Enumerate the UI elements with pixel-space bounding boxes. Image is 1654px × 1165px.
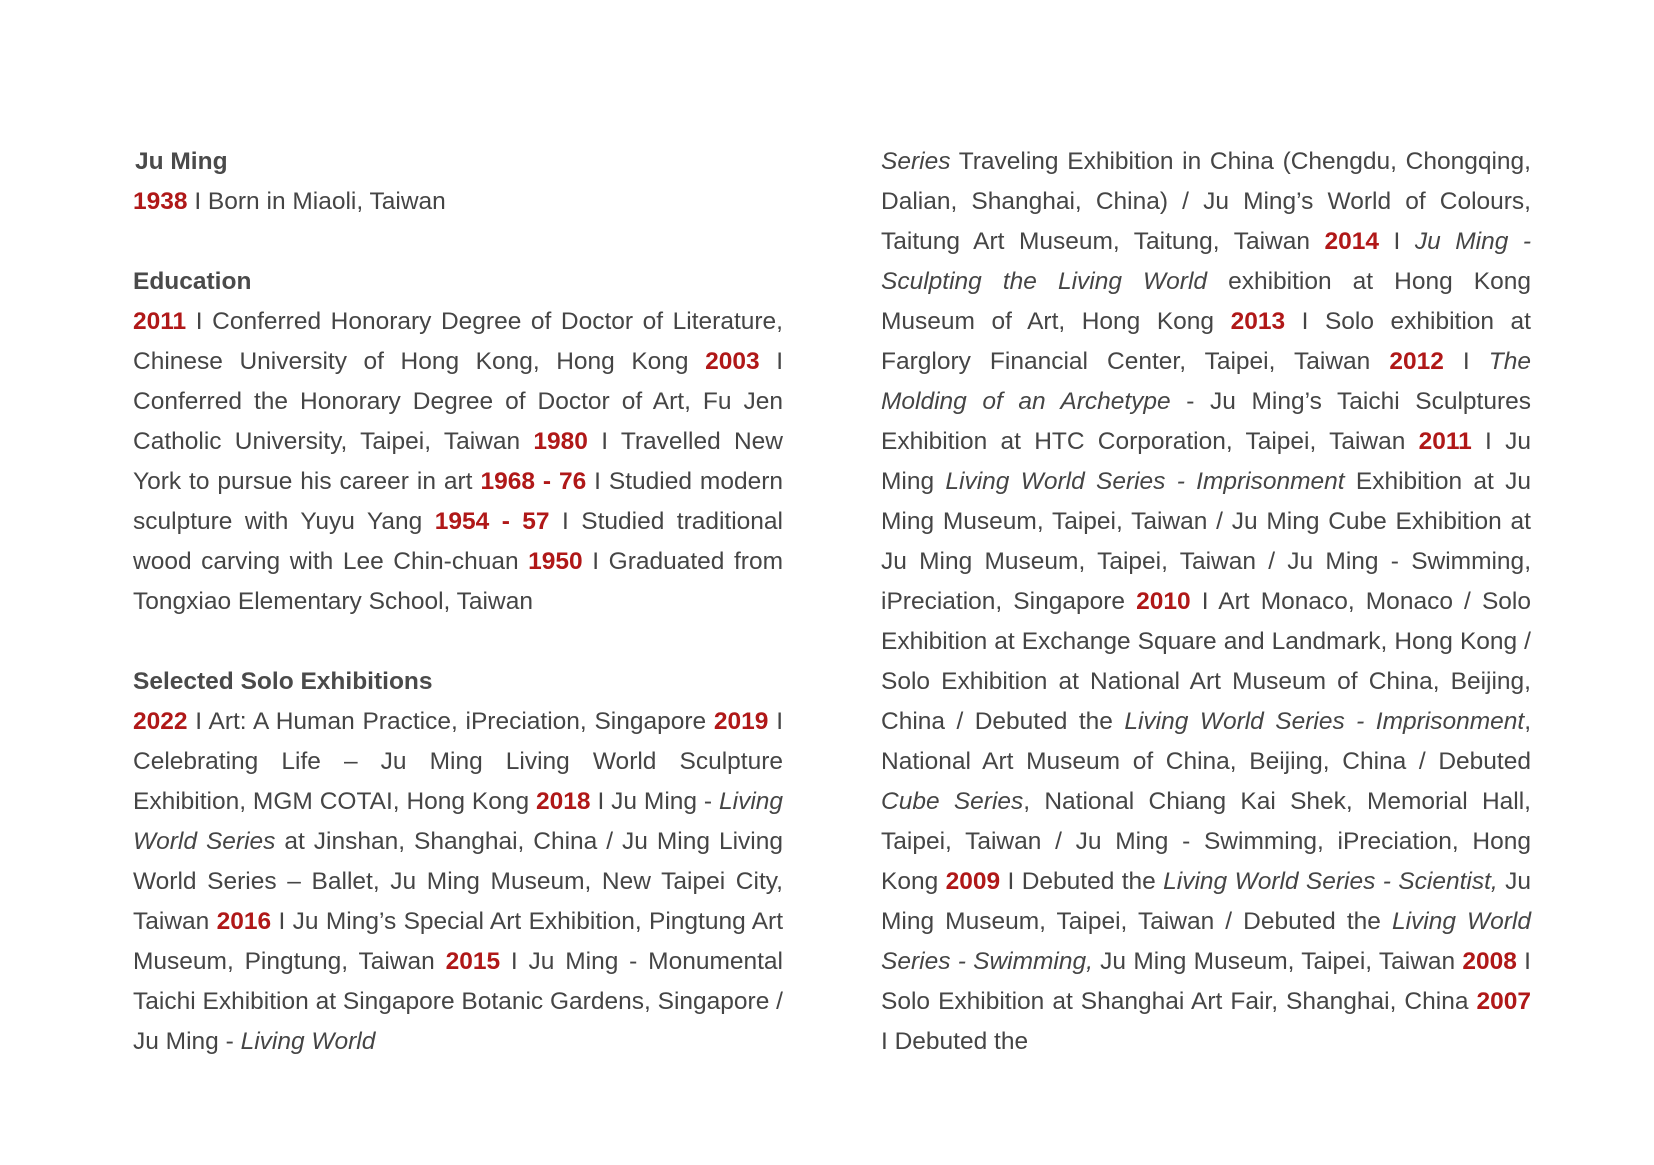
artist-name: Ju Ming — [135, 148, 228, 175]
entry-text: I — [1443, 348, 1489, 375]
year-label: 2014 — [1324, 228, 1379, 255]
year-label: 2016 — [216, 908, 272, 935]
education-paragraph — [133, 302, 783, 622]
entry-text: Ju Ming Museum, Taipei, Taiwan / Debuted the — [881, 868, 1531, 935]
year-label: 1968 - 76 — [480, 468, 587, 495]
education-heading: Education — [133, 268, 252, 295]
entry-text: , National Art Museum of China, Beijing, China / Debuted — [881, 708, 1531, 775]
year-label: 2009 — [945, 868, 1001, 895]
year-label: 2015 — [445, 948, 501, 975]
entry-text: I Ju Ming - Monumental Taichi Exhibition at Singapore Botanic Gardens, Singapore / Ju Ming - — [133, 948, 783, 1055]
year-label: 2022 — [133, 708, 188, 735]
birth-line — [133, 182, 783, 222]
entry-text: I Debuted the — [881, 1028, 1029, 1055]
series-title: Ju Ming - Sculpting the Living World — [881, 228, 1531, 295]
series-title: Living World Series - Scientist, — [1163, 868, 1498, 895]
entry-text: I — [1378, 228, 1415, 255]
birth-year: 1938 — [133, 188, 188, 215]
solo-exhibitions-heading: Selected Solo Exhibitions — [133, 668, 433, 695]
year-label: 1954 - 57 — [434, 508, 550, 535]
entry-text: exhibition at Hong Kong Museum of Art, Hong Kong — [881, 268, 1531, 335]
series-title: Series — [881, 148, 951, 175]
entry-text: I Conferred Honorary Degree of Doctor of Literature, Chinese University of Hong Kong, Hong Kong — [133, 308, 783, 375]
series-title: Cube Series — [881, 788, 1024, 815]
entry-text: , National Chiang Kai Shek, Memorial Hall, Taipei, Taiwan / Ju Ming - Swimming, iPreciation, Hong Kong — [881, 788, 1531, 895]
year-label: 2011 — [1418, 428, 1472, 455]
year-label: 2012 — [1389, 348, 1444, 375]
right-column — [881, 142, 1531, 1062]
left-column — [133, 142, 783, 1062]
spacer — [133, 622, 783, 662]
entry-text: Exhibition at Ju Ming Museum, Taipei, Taiwan / Ju Ming Cube Exhibition at Ju Ming Museum, Taipei, Taiwan / Ju Ming - Swimming, iPreciation, Singapore — [881, 468, 1531, 615]
solo-exhibitions-paragraph-left — [133, 702, 783, 1062]
year-label: 2007 — [1476, 988, 1531, 1015]
year-label: 2003 — [705, 348, 760, 375]
entry-text: I Ju Ming - — [590, 788, 719, 815]
entry-text: Ju Ming Museum, Taipei, Taiwan — [1092, 948, 1463, 975]
series-title: The Molding of an Archetype — [881, 348, 1532, 415]
year-label: 2019 — [713, 708, 769, 735]
entry-text: I Solo exhibition at Farglory Financial Center, Taipei, Taiwan — [881, 308, 1531, 375]
series-title: Living World Series - Imprisonment — [1124, 708, 1525, 735]
entry-text: I Debuted the — [1000, 868, 1164, 895]
entry-text: I Celebrating Life – Ju Ming Living World Sculpture Exhibition, MGM COTAI, Hong Kong — [133, 708, 783, 815]
year-label: 2018 — [536, 788, 591, 815]
series-title: Living World Series - Swimming, — [881, 908, 1531, 975]
entry-text: I Conferred the Honorary Degree of Doctor of Art, Fu Jen Catholic University, Taipei, Taiwan — [133, 348, 783, 455]
solo-exhibitions-paragraph-right — [881, 142, 1531, 1062]
entry-text: I Art: A Human Practice, iPreciation, Singapore — [187, 708, 714, 735]
entry-text: Traveling Exhibition in China (Chengdu, Chongqing, Dalian, Shanghai, China) / Ju Ming’s World of Colours, Taitung Art Museum, Taitung, Taiwan — [881, 148, 1531, 255]
entry-text: I Graduated from Tongxiao Elementary School, Taiwan — [133, 548, 783, 615]
entry-text: I Studied traditional wood carving with Lee Chin-chuan — [133, 508, 783, 575]
entry-text: I Studied modern sculpture with Yuyu Yang — [133, 468, 783, 535]
entry-text: at Jinshan, Shanghai, China / Ju Ming Living World Series – Ballet, Ju Ming Museum, New Taipei City, Taiwan — [133, 828, 783, 935]
year-label: 2011 — [133, 308, 187, 335]
series-title: Living World — [240, 1028, 376, 1055]
year-label: 2008 — [1462, 948, 1517, 975]
spacer — [133, 222, 783, 262]
series-title: Living World Series - Imprisonment — [945, 468, 1345, 495]
year-label: 1980 — [533, 428, 588, 455]
entry-text: I Travelled New York to pursue his career in art — [133, 428, 783, 495]
entry-text: - Ju Ming’s Taichi Sculptures Exhibition at HTC Corporation, Taipei, Taiwan — [881, 388, 1531, 455]
entry-text: I Solo Exhibition at Shanghai Art Fair, Shanghai, China — [881, 948, 1531, 1015]
year-label: 2013 — [1230, 308, 1286, 335]
year-label: 2010 — [1136, 588, 1191, 615]
entry-text: I Art Monaco, Monaco / Solo Exhibition at Exchange Square and Landmark, Hong Kong / Solo Exhibition at National Art Museum of China, Beijing, China / Debuted the — [881, 588, 1531, 735]
entry-text: I Ju Ming — [881, 428, 1531, 495]
birth-text: I Born in Miaoli, Taiwan — [187, 188, 446, 215]
year-label: 1950 — [528, 548, 583, 575]
entry-text: I Ju Ming’s Special Art Exhibition, Pingtung Art Museum, Pingtung, Taiwan — [133, 908, 784, 975]
series-title: Living World Series — [133, 788, 784, 855]
